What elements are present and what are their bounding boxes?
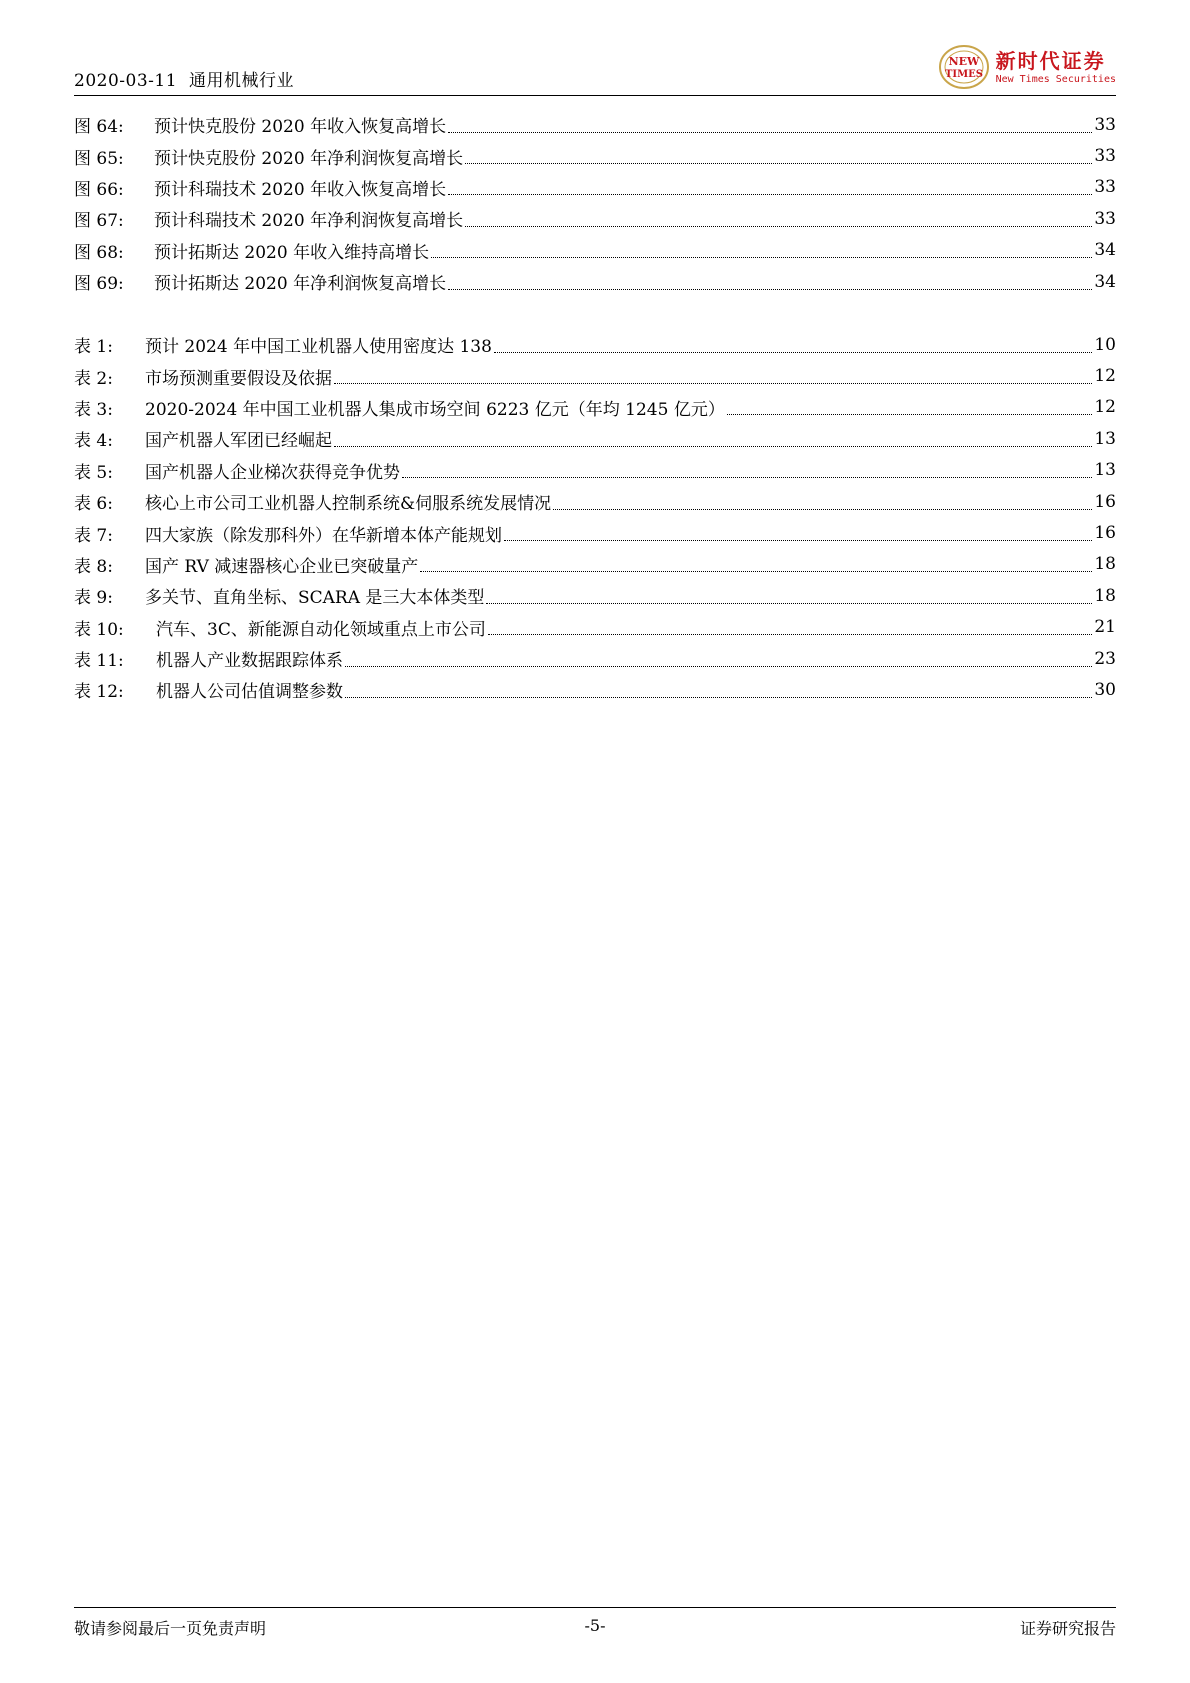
toc-page: 18 — [1094, 585, 1116, 606]
toc-row[interactable] — [74, 643, 1116, 674]
toc-leader — [334, 445, 1092, 447]
toc-title: 汽车、3C、新能源自动化领域重点上市公司 — [156, 619, 486, 640]
toc-label: 表 3: — [74, 399, 113, 420]
toc-leader — [345, 696, 1092, 698]
new-times-logo-icon — [938, 44, 990, 90]
toc-title: 机器人公司估值调整参数 — [156, 682, 343, 703]
toc-title: 2020-2024 年中国工业机器人集成市场空间 6223 亿元（年均 1245 亿元） — [145, 399, 725, 420]
toc-leader — [727, 413, 1093, 415]
toc-title: 市场预测重要假设及依据 — [145, 368, 332, 389]
toc-leader — [553, 508, 1092, 510]
toc-label: 表 6: — [74, 494, 113, 515]
toc-label: 表 11: — [74, 651, 124, 672]
toc-row[interactable] — [74, 329, 1116, 360]
toc-leader — [486, 602, 1092, 604]
page-number: -5- — [584, 1616, 606, 1635]
toc-title: 机器人产业数据跟踪体系 — [156, 651, 343, 672]
toc-row[interactable] — [74, 266, 1116, 297]
report-date: 2020-03-11 — [74, 71, 178, 91]
toc-label: 表 8: — [74, 556, 113, 577]
disclaimer-link: 敬请参阅最后一页免责声明 — [74, 1619, 267, 1638]
header-left — [74, 66, 294, 91]
toc-row[interactable] — [74, 360, 1116, 391]
toc-row[interactable] — [74, 549, 1116, 580]
toc-row[interactable] — [74, 172, 1116, 203]
toc-label: 图 65: — [74, 148, 124, 169]
logo-text — [996, 49, 1116, 86]
toc-page: 34 — [1094, 271, 1116, 292]
toc-title: 四大家族（除发那科外）在华新增本体产能规划 — [145, 525, 502, 546]
toc-page: 33 — [1094, 208, 1116, 229]
toc-label: 图 67: — [74, 211, 124, 232]
svg-text:NEW: NEW — [948, 55, 979, 68]
toc-row[interactable] — [74, 235, 1116, 266]
report-type: 证券研究报告 — [1019, 1619, 1116, 1638]
industry-name: 通用机械行业 — [189, 71, 295, 91]
toc-leader — [465, 225, 1092, 227]
figure-list — [74, 109, 1116, 297]
toc-title: 预计快克股份 2020 年净利润恢复高增长 — [154, 148, 464, 169]
toc-page: 12 — [1094, 397, 1116, 418]
toc-title: 国产机器人企业梯次获得竞争优势 — [145, 462, 400, 483]
toc-page: 34 — [1094, 240, 1116, 261]
toc-page: 30 — [1094, 679, 1116, 700]
toc-label: 表 1: — [74, 337, 113, 358]
toc-leader — [345, 665, 1092, 667]
page-footer — [74, 1607, 1116, 1638]
toc-label: 表 7: — [74, 525, 113, 546]
toc-page: 13 — [1094, 428, 1116, 449]
toc-page: 33 — [1094, 177, 1116, 198]
toc-row[interactable] — [74, 455, 1116, 486]
toc-row[interactable] — [74, 612, 1116, 643]
toc-label: 表 12: — [74, 682, 124, 703]
table-list — [74, 329, 1116, 706]
toc-leader — [494, 351, 1092, 353]
toc-label: 表 4: — [74, 431, 113, 452]
toc-row[interactable] — [74, 517, 1116, 548]
toc-title: 预计拓斯达 2020 年净利润恢复高增长 — [154, 274, 447, 295]
toc-row[interactable] — [74, 580, 1116, 611]
toc-label: 表 5: — [74, 462, 113, 483]
toc-leader — [334, 382, 1092, 384]
toc-title: 国产 RV 减速器核心企业已突破量产 — [145, 556, 419, 577]
toc-leader — [448, 288, 1092, 290]
toc-leader — [465, 162, 1092, 164]
logo-name-en: New Times Securities — [995, 73, 1116, 85]
toc-leader — [448, 131, 1092, 133]
svg-text:TIMES: TIMES — [944, 69, 983, 80]
toc-leader — [504, 539, 1092, 541]
toc-title: 预计快克股份 2020 年收入恢复高增长 — [154, 117, 447, 138]
toc-row[interactable] — [74, 486, 1116, 517]
toc-leader — [431, 256, 1092, 258]
toc-page: 12 — [1094, 366, 1116, 387]
toc-leader — [448, 193, 1092, 195]
company-logo — [938, 43, 1116, 91]
toc-page: 10 — [1094, 334, 1116, 355]
toc-label: 图 68: — [74, 242, 124, 263]
toc-page: 16 — [1094, 491, 1116, 512]
toc-page: 13 — [1094, 460, 1116, 481]
toc-page: 21 — [1094, 617, 1116, 638]
toc-label: 表 9: — [74, 588, 113, 609]
toc-row[interactable] — [74, 674, 1116, 705]
toc-title: 预计科瑞技术 2020 年收入恢复高增长 — [154, 179, 447, 200]
toc-page: 33 — [1094, 146, 1116, 167]
toc-title: 预计科瑞技术 2020 年净利润恢复高增长 — [154, 211, 464, 232]
toc-row[interactable] — [74, 392, 1116, 423]
toc-title: 预计 2024 年中国工业机器人使用密度达 138 — [145, 337, 492, 358]
toc-title: 国产机器人军团已经崛起 — [145, 431, 332, 452]
toc-leader — [420, 570, 1092, 572]
toc-leader — [402, 476, 1092, 478]
toc-page: 23 — [1094, 648, 1116, 669]
toc-label: 表 2: — [74, 368, 113, 389]
logo-name-cn: 新时代证券 — [995, 48, 1106, 73]
toc-page: 18 — [1094, 554, 1116, 575]
toc-page: 33 — [1094, 114, 1116, 135]
toc-row[interactable] — [74, 203, 1116, 234]
page-header — [74, 40, 1116, 96]
toc-row[interactable] — [74, 109, 1116, 140]
toc-label: 图 69: — [74, 274, 124, 295]
toc-row[interactable] — [74, 140, 1116, 171]
toc-title: 预计拓斯达 2020 年收入维持高增长 — [154, 242, 430, 263]
toc-label: 图 64: — [74, 117, 124, 138]
toc-leader — [488, 633, 1093, 635]
toc-label: 表 10: — [74, 619, 124, 640]
toc-title: 多关节、直角坐标、SCARA 是三大本体类型 — [145, 588, 485, 609]
toc-row[interactable] — [74, 423, 1116, 454]
toc-page: 16 — [1094, 523, 1116, 544]
toc-title: 核心上市公司工业机器人控制系统&伺服系统发展情况 — [145, 494, 552, 515]
toc-label: 图 66: — [74, 179, 124, 200]
